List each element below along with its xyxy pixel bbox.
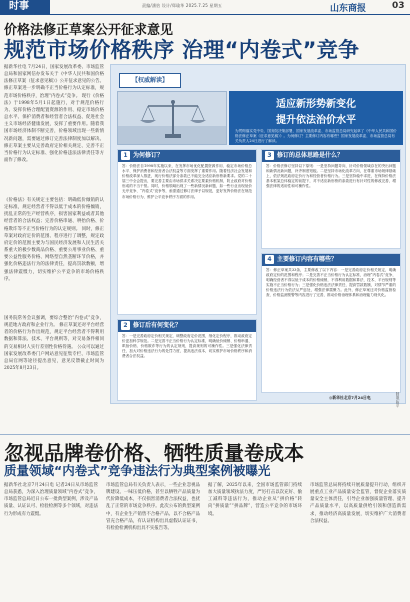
question-header <box>118 320 256 332</box>
question-header <box>262 150 400 162</box>
editor-date-line: 责编/潘怡 设计/郑瑜华 2025.7.25 星期五 <box>142 3 223 8</box>
banner-title-1: 适应新形势新变化 <box>276 99 356 110</box>
header-rule <box>0 14 410 15</box>
story1-column-3: 国务院常务会议强调，要综合整治“内卷式”竞争，规范地方政府和企业行为。 修正草案还对平台经营者的价格行为作出规范，规定平台经营者不得利用数据和算法、技术、平台规则等，对交易条件相同的交易相对人实行差别性价格待遇。 公众可以通过国家发展改革委门户网站意见征集专栏、市场监管总局官网等途径提出意见，意见反馈截止时间为2025年8月23日。 <box>4 316 104 372</box>
question-block-4 <box>261 253 401 393</box>
story1-headline: 规范市场价格秩序 治理“内卷式”竞争 <box>4 38 360 62</box>
question-number: 2 <box>121 321 130 330</box>
story2-subheadline: 质量领域“内卷式”竞争违法行为典型案例被曝光 <box>4 463 271 478</box>
question-number: 3 <box>265 151 274 160</box>
graphic-credit: 制图/陈平 <box>396 392 400 408</box>
question-answer: 答：一是完善政府定价相关规定，调整政府定价范围，细化定价程序，推动政府定价更加科学规范。二是完善不正当价格行为认定标准，明确低价倾销、价格串通、哄抬价格、价格欺诈等行为的认定规则，提高规则的可操作性。三是强化法律责任，加大对价格违法行为的处罚力度，提高违法成本，切实维护市场价格秩序和消费者合法权益。 <box>122 334 252 359</box>
page-number: 03 <box>392 1 405 11</box>
story2-column-1: 据新华社北京7月24日电 记者24日从市场监管总局获悉，为深入治理质量领域“内卷式”竞争，市场监管总局近日公布一批典型案例，涉及产品质量、认证认可、检验检测等多个领域，对违法行为形成有力震慑。 <box>4 483 98 517</box>
interpretation-panel <box>110 64 406 404</box>
banner-intro: 为贯彻落实党中央、国务院决策部署，国家发展改革委、市场监管总局研究起草了《中华人民共和国价格法修正草案（征求意见稿）》。为何修订？主要修订内容有哪些？国家发展改革委、市场监管总局有关负责人24日进行了解读。 <box>235 129 397 143</box>
story-divider <box>0 434 410 435</box>
story2-headline: 忽视品牌卷价格、牺牲质量卷成本 <box>4 441 304 465</box>
story1-column-1: 据新华社电 7月24日，国家发展改革委、市场监管总局和国家网信办发布关于《中华人民共和国价格法修正草案（征求意见稿）》公开征求意见的公告。 修正草案进一步明确不正当价格行为认定标准，规范市场价格秩序，治理“内卷式”竞争。 现行《价格法》于1998年5月1日起施行，对于规范价格行为、发挥价格合理配置资源的作用、稳定市场价格总水平、保护消费者和经营者合法权益、促进社会主义市场经济健康发展，发挥了重要作用。随着我国市场经济体制不断完善，价格领域出现一些新情况新问题，需要通过修订完善法律制度加以解决。修正草案主要从完善政府定价相关规定、完善不正当价格行为认定标准、强化价格违法法律责任等方面作了修改。 <box>4 65 104 164</box>
question-title: 为何修订？ <box>133 152 164 159</box>
question-number: 1 <box>121 151 130 160</box>
story2-column-3: 据了解，2025年以来，全国市场监管部门持续加大质量领域执法力度，严厉打击以次充好、偷工减料等违法行为，推动企业从“拼价格”转向“拼质量”“拼品牌”，营造公平竞争的市场环境。 <box>208 483 302 517</box>
question-title: 主要修订内容有哪些？ <box>277 256 338 263</box>
section-label: 时事 <box>0 0 50 14</box>
question-title: 修订后有何变化？ <box>133 322 182 329</box>
question-block-1 <box>117 149 257 315</box>
story1-column-2: 《价格法》有关规定主要包括：明确低价倾销的认定标准，规定经营者不得以低于成本的价格倾销，扰乱正常的生产经营秩序，损害国家利益或者其他经营者的合法权益；完善价格串通、哄抬价格、价格欺诈等不正当价格行为的认定规则。 同时，修正草案对政府定价的范围、程序进行了调整，规定政府定价的范围主要为与国民经济发展和人民生活关系重大的极少数商品价格、重要公用事业价格、重要公益性服务价格、网络型自然垄断环节价格，并强化价格违法行为的法律责任，提高罚款数额，增强法律震慑力，切实维护公平竞争的市场价格秩序。 <box>4 198 104 282</box>
question-block-3 <box>261 149 401 249</box>
panel-signature: ◎新华社北京7月24日电 <box>329 395 371 400</box>
illustration-scales-image <box>117 91 227 145</box>
question-block-2 <box>117 319 257 401</box>
page-header <box>0 0 410 14</box>
question-answer: 答：价格法自1998年实施以来，在发挥市场优化配置资源作用、稳定市场价格总水平、保护消费者和经营者合法权益等方面发挥了重要作用。随着经济社会发展和价格改革深入推进，现行价格法部分条款已不能完全适应新形势新要求。党的二十届三中全会提出，要完善主要由市场供求关系决定要素价格机制，防止政府对价格形成的不当干预。同时，价格领域出现了一些新情况新问题，如一些行业出现低价无序竞争、“内卷式”竞争等，亟需通过修订法律予以规范，更好发挥价格法在规范市场价格行为、维护公平竞争秩序方面的作用。 <box>122 164 252 199</box>
banner-title-2: 提升依法治价水平 <box>276 115 356 126</box>
question-header <box>118 150 256 162</box>
panel-banner <box>229 91 403 145</box>
question-header <box>262 254 400 266</box>
newspaper-name: 山东商报 <box>330 4 367 14</box>
story1-kicker: 价格法修正草案公开征求意见 <box>4 23 174 38</box>
question-answer: 答：修正草案共33条，主要修改了以下内容：一是完善政府定价相关规定，明确政府定价的范围和程序；二是完善不正当价格行为认定标准，治理“内卷式”竞争，明确经营者不得以低于成本的价格倾销，不得利用数据和算法、技术、平台规则等实施不正当价格行为；三是强化价格违法法律责任，提高罚款数额，对情节严重的价格违法行为依法从严惩处，增强法律震慑力。此外，修正草案还对价格监督检查、价格监测预警等内容进行了完善，推动价格治理体系和治理能力现代化。 <box>266 268 396 298</box>
panel-tag: 【权威解读】 <box>119 73 181 88</box>
story2-column-2: 市场监管总局有关负责人表示，一些企业忽视品牌建设、一味压低价格，甚至以牺牲产品质量为代价降低成本，不仅损害消费者合法权益，也扰乱了正常的市场竞争秩序。此次公布的典型案例中，有企业生产销售不合格产品、以不合格产品冒充合格产品，有认证机构出具虚假认证证书，有检验检测机构出具不实报告等。 <box>106 483 200 531</box>
question-number: 4 <box>265 255 274 264</box>
story2-column-4: 市场监管总局将持续开展质量提升行动，组织开展重点工业产品质量安全监管，督促企业落实质量安全主体责任，引导企业加强质量管理、提升产品质量水平，以高质量供给引领和创造新需求，推动经济高质量发展，切实维护广大消费者合法权益。 <box>310 483 406 524</box>
question-title: 修订的总体思路是什么？ <box>277 152 344 159</box>
question-answer: 答：价格法修订坚持以下原则：一是坚持问题导向，针对价格领域存在的突出问题和新情况新问题，补齐制度短板。二是坚持市场化改革方向，在尊重市场规律基础上，依法规范政府定价行为和经营者价格行为。三是坚持稳中求进，在保持价格法基本框架总体稳定的前提下，对不适应新形势的条款进行有针对性的修改完善，增强法律的适用性和可操作性。 <box>266 164 396 189</box>
